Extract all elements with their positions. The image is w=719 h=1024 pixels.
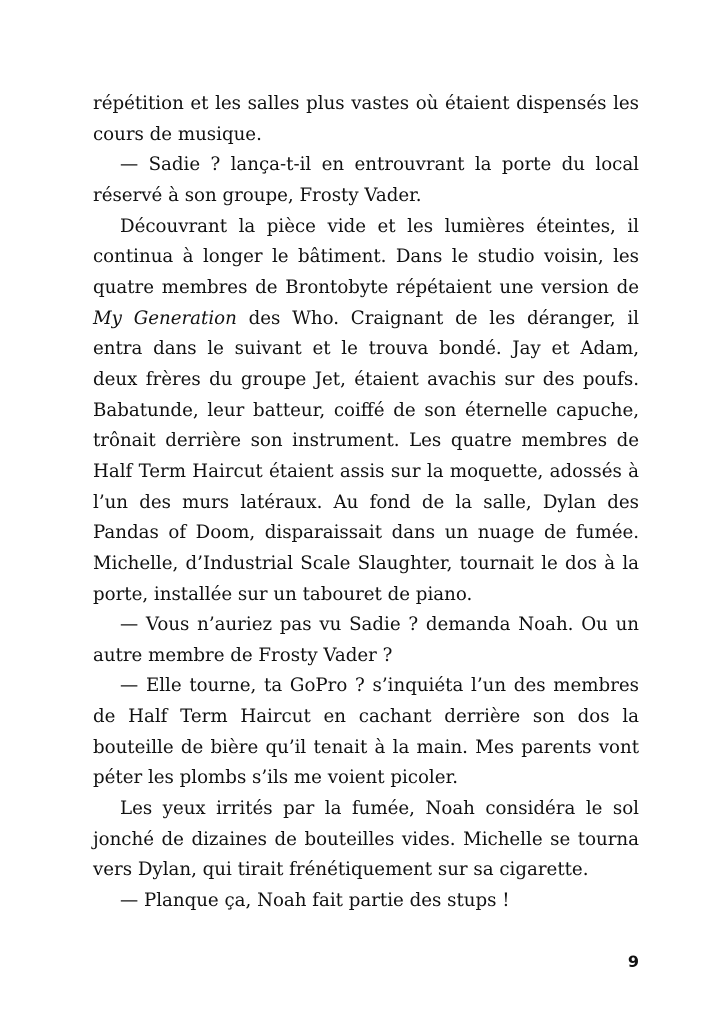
paragraph-3-text-a: Découvrant la pièce vide et les lumières éteintes, il continua à longer le bâtiment. Dans le studio voisin, les quatre membres de Brontobyte répétaient une version de	[93, 215, 639, 298]
paragraph-4	[93, 610, 639, 671]
paragraph-6-text: Les yeux irrités par la fumée, Noah considéra le sol jonché de dizaines de bouteilles vides. Michelle se tourna vers Dylan, qui tirait frénétiquement sur sa cigarette.	[93, 798, 639, 881]
paragraph-5-text: — Elle tourne, ta GoPro ? s’inquiéta l’un des membres de Half Term Haircut en cachant derrière son dos la bouteille de bière qu’il tenait à la main. Mes parents vont péter les plombs s’ils me voient picoler.	[93, 675, 639, 789]
paragraph-7	[93, 886, 639, 917]
page-number: 9	[627, 952, 639, 971]
body-text	[93, 89, 639, 917]
paragraph-6	[93, 794, 639, 886]
paragraph-3-text-b: des Who. Craignant de les déranger, il entra dans le suivant et le trouva bondé. Jay et Adam, deux frères du groupe Jet, étaient avachis sur des poufs. Babatunde, leur batteur, coiffé de son éternelle capuche, trônait derrière son instrument. Les quatre membres de Half Term Haircut étaient assis sur la moquette, adossés à l’un des murs latéraux. Au fond de la salle, Dylan des Pandas of Doom, disparaissait dans un nuage de fumée. Michelle, d’Industrial Scale Slaughter, tournait le dos à la porte, installée sur un tabouret de piano.	[93, 307, 639, 605]
paragraph-7-text: — Planque ça, Noah fait partie des stups !	[120, 890, 510, 912]
paragraph-3	[93, 212, 639, 611]
paragraph-2	[93, 150, 639, 211]
paragraph-1-text: répétition et les salles plus vastes où étaient dispensés les cours de musique.	[93, 93, 639, 145]
paragraph-5	[93, 671, 639, 794]
paragraph-2-text: — Sadie ? lança-t-il en entrouvrant la porte du local réservé à son groupe, Frosty Vader.	[93, 154, 639, 206]
paragraph-4-text: — Vous n’auriez pas vu Sadie ? demanda Noah. Ou un autre membre de Frosty Vader ?	[93, 614, 639, 666]
paragraph-1	[93, 89, 639, 150]
song-title: My Generation	[93, 307, 237, 329]
